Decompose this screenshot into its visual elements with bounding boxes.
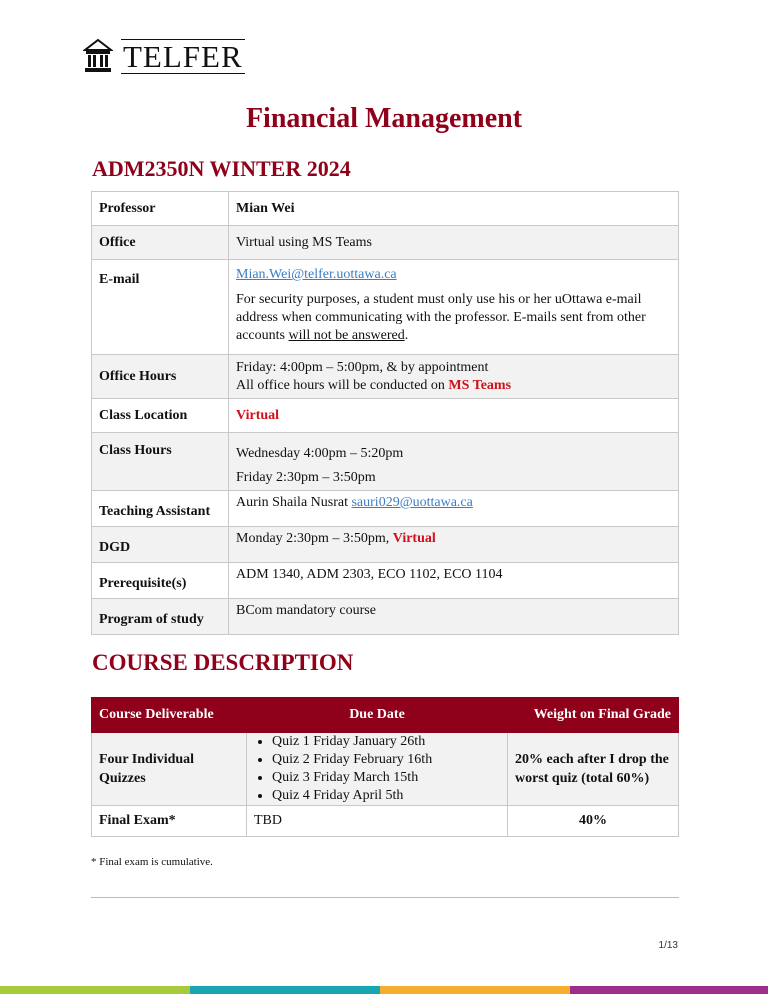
list-item: • Quiz 3 Friday March 15th	[272, 769, 500, 787]
program-value: BCom mandatory course	[229, 599, 679, 635]
course-info-table	[91, 191, 679, 635]
dgd-label: DGD	[92, 527, 229, 563]
ta-name: Aurin Shaila Nusrat	[236, 495, 352, 510]
class-hours-line1: Wednesday 4:00pm – 5:20pm	[236, 446, 404, 461]
professor-value: Mian Wei	[229, 192, 679, 226]
telfer-logo	[83, 38, 245, 74]
header-weight: Weight on Final Grade	[508, 698, 679, 733]
course-code-heading: ADM2350N WINTER 2024	[92, 156, 351, 181]
header-due-date: Due Date	[247, 698, 508, 733]
office-label: Office	[92, 226, 229, 260]
office-value: Virtual using MS Teams	[229, 226, 679, 260]
dgd-value: Monday 2:30pm – 3:50pm, Virtual	[229, 527, 679, 563]
final-exam-date: TBD	[247, 806, 508, 837]
professor-label: Professor	[92, 192, 229, 226]
class-location-value: Virtual	[229, 399, 679, 433]
page-number: 1/13	[658, 940, 678, 951]
course-description-heading: COURSE DESCRIPTION	[92, 650, 354, 675]
email-label: E-mail	[92, 260, 229, 355]
office-hours-label: Office Hours	[92, 355, 229, 399]
class-hours-label: Class Hours	[92, 433, 229, 491]
list-item: • Quiz 1 Friday January 26th	[272, 733, 500, 751]
program-label: Program of study	[92, 599, 229, 635]
office-hours-line2: All office hours will be conducted on MS Teams	[236, 377, 512, 393]
ta-label: Teaching Assistant	[92, 491, 229, 527]
footnote: * Final exam is cumulative.	[91, 856, 213, 868]
quizzes-weight: 20% each after I drop the worst quiz (total 60%)	[508, 733, 679, 806]
deliverables-table	[91, 697, 679, 837]
email-note: For security purposes, a student must only use his or her uOttawa e-mail address when communicating with the professor. E-mails sent from other accounts will not be answered.	[236, 292, 646, 343]
class-location-label: Class Location	[92, 399, 229, 433]
deliverable-quizzes: Four Individual Quizzes	[92, 733, 247, 806]
list-item: • Quiz 4 Friday April 5th	[272, 787, 500, 805]
prereq-label: Prerequisite(s)	[92, 563, 229, 599]
quiz-dates-list	[254, 733, 500, 805]
professor-email-link[interactable]: Mian.Wei@telfer.uottawa.ca	[236, 267, 397, 282]
ta-email-link[interactable]: sauri029@uottawa.ca	[351, 495, 473, 510]
list-item: • Quiz 2 Friday February 16th	[272, 751, 500, 769]
prereq-value: ADM 1340, ADM 2303, ECO 1102, ECO 1104	[229, 563, 679, 599]
footer-color-bar	[0, 986, 768, 994]
logo-text: TELFER	[123, 38, 243, 74]
deliverable-final-exam: Final Exam*	[92, 806, 247, 837]
office-hours-line1: Friday: 4:00pm – 5:00pm, & by appointment	[236, 359, 489, 375]
footer-divider	[91, 897, 679, 898]
page-title: Financial Management	[245, 103, 523, 134]
building-icon	[83, 38, 113, 74]
header-deliverable: Course Deliverable	[92, 698, 247, 733]
class-hours-line2: Friday 2:30pm – 3:50pm	[236, 470, 376, 485]
final-exam-weight: 40%	[508, 806, 679, 837]
